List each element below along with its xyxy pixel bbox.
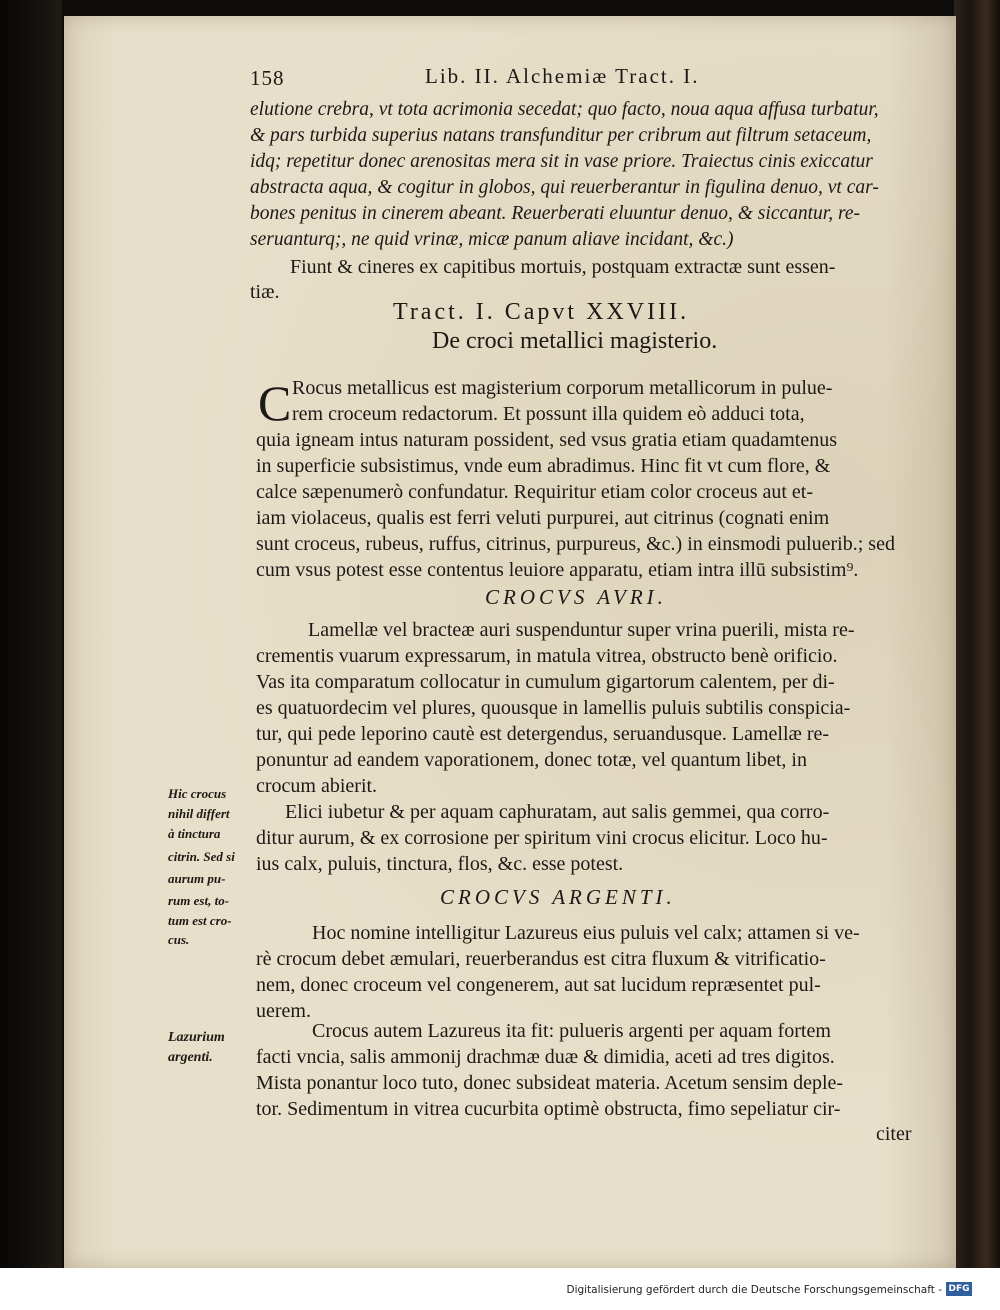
- body-line: Mista ponantur loco tuto, donec subsideat materia. Acetum sensim deple-: [256, 1072, 844, 1094]
- body-line: Fiunt & cineres ex capitibus mortuis, postquam extractæ sunt essen-: [290, 256, 836, 278]
- body-line: crocum abierit.: [256, 775, 378, 797]
- body-line: Crocus autem Lazureus ita fit: pulueris argenti per aquam fortem: [312, 1020, 831, 1042]
- body-line: rè crocum debet æmulari, reuerberandus est citra fluxum & vitrificatio-: [256, 948, 826, 970]
- body-line: tiæ.: [250, 281, 280, 303]
- section-heading-auri: CROCVS AVRI.: [485, 585, 667, 609]
- marginal-note-line: Lazurium: [168, 1030, 225, 1045]
- body-line: ditur aurum, & ex corrosione per spiritum vini crocus elicitur. Loco hu-: [256, 827, 828, 849]
- body-line: seruanturq;, ne quid vrinæ, micæ panum aliave incidant, &c.): [250, 229, 734, 250]
- body-line: facti vncia, salis ammonij drachmæ duæ & dimidia, aceti ad tres digitos.: [256, 1046, 835, 1068]
- body-line: elutione crebra, vt tota acrimonia secedat; quo facto, noua aqua affusa turbatur,: [250, 99, 879, 120]
- body-line: & pars turbida superius natans transfunditur per cribrum aut filtrum setaceum,: [250, 125, 872, 146]
- footer-bar: [0, 1268, 1000, 1310]
- body-line: Lamellæ vel bracteæ auri suspenduntur super vrina puerili, mista re-: [308, 619, 855, 641]
- body-line: bones penitus in cinerem abeant. Reuerberati eluuntur denuo, & siccantur, re-: [250, 203, 860, 224]
- marginal-note-line: aurum pu-: [168, 871, 226, 886]
- body-line: Elici iubetur & per aquam caphuratam, aut salis gemmei, qua corro-: [285, 801, 830, 823]
- body-line: tur, qui pede leporino cautè est detergendus, seruandusque. Lamellæ re-: [256, 723, 830, 745]
- body-line: ponuntur ad eandem vaporationem, donec totæ, vel quantum libet, in: [256, 749, 807, 771]
- body-line: es quatuordecim vel plures, quousque in lamellis puluis subtilis conspicia-: [256, 697, 851, 719]
- body-line: quia igneam intus naturam possident, sed vsus gratia etiam quadamtenus: [256, 429, 837, 451]
- marginal-note-line: à tinctura: [168, 826, 221, 841]
- body-line: cum vsus potest esse contentus leuiore apparatu, etiam intra illū subsistim⁹.: [256, 559, 859, 581]
- marginal-note-line: Hic crocus: [168, 786, 227, 801]
- body-line: abstracta aqua, & cogitur in globos, qui reuerberantur in figulina denuo, vt car-: [250, 177, 879, 198]
- body-line: uerem.: [256, 1000, 311, 1022]
- book-binding-right: [954, 0, 1000, 1268]
- body-line: tor. Sedimentum in vitrea cucurbita optimè obstructa, fimo sepeliatur cir-: [256, 1098, 841, 1120]
- drop-cap: C: [258, 375, 292, 431]
- body-line: calce sæpenumerò confundatur. Requiritur etiam color croceus aut et-: [256, 481, 814, 503]
- marginal-note-line: rum est, to-: [168, 893, 230, 908]
- body-line: in superficie subsistimus, vnde eum abradimus. Hinc fit vt cum flore, &: [256, 455, 831, 477]
- body-line: crementis vuarum expressarum, in matula vitrea, obstructo benè orificio.: [256, 645, 838, 667]
- marginal-note-line: argenti.: [168, 1050, 213, 1065]
- body-line: Vas ita comparatum collocatur in cumulum gigartorum calentem, per di-: [256, 671, 835, 693]
- book-binding-left: [0, 0, 62, 1268]
- body-line: rem croceum redactorum. Et possunt illa quidem eò adduci tota,: [292, 403, 805, 425]
- body-line: Hoc nomine intelligitur Lazureus eius puluis vel calx; attamen si ve-: [312, 922, 860, 944]
- body-line: iam violaceus, qualis est ferri veluti purpurei, aut citrinus (cognati enim: [256, 507, 830, 529]
- marginal-note-line: cus.: [168, 932, 190, 947]
- body-line: sunt croceus, rubeus, ruffus, citrinus, purpureus, &c.) in einsmodi puluerib.; sed: [256, 533, 895, 555]
- footer-credit: Digitalisierung gefördert durch die Deutsche Forschungsgemeinschaft -: [566, 1284, 942, 1296]
- section-heading-argenti: CROCVS ARGENTI.: [440, 885, 676, 909]
- body-line: nem, donec croceum vel congenerem, aut sat lucidum repræsentet pul-: [256, 974, 821, 996]
- body-line: ius calx, puluis, tinctura, flos, &c. esse potest.: [256, 853, 624, 875]
- marginal-note-line: citrin. Sed si: [168, 849, 235, 864]
- body-line: idq; repetitur donec arenositas mera sit in vase priore. Traiectus cinis exiccatur: [250, 151, 873, 172]
- chapter-heading: Tract. I. Capvt XXVIII.: [393, 299, 690, 325]
- running-title: Lib. II. Alchemiæ Tract. I.: [425, 64, 700, 88]
- marginal-note-line: tum est cro-: [168, 913, 232, 928]
- dfg-logo-icon: DFG: [946, 1282, 972, 1296]
- page-number: 158: [250, 66, 285, 90]
- marginal-note-line: nihil differt: [168, 806, 230, 821]
- catchword: citer: [876, 1123, 912, 1145]
- body-line: Rocus metallicus est magisterium corporum metallicorum in pulue-: [292, 377, 833, 399]
- chapter-title: De croci metallici magisterio.: [432, 328, 718, 354]
